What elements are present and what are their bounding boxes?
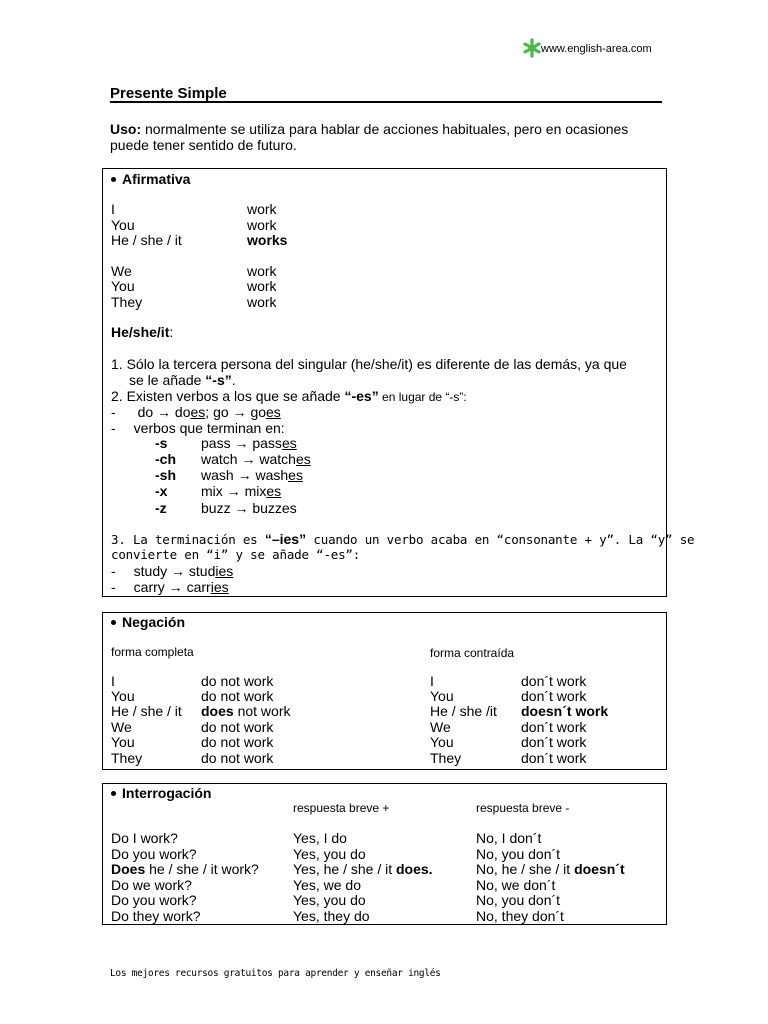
short-answer-no	[476, 846, 560, 862]
uso-text-2: puede tener sentido de futuro.	[110, 137, 297, 153]
afirmativa-heading-text: Afirmativa	[122, 171, 191, 187]
ending-result: buzzes	[252, 500, 297, 516]
question-text: Do they work?	[111, 908, 201, 924]
arrow-icon: →	[233, 467, 256, 483]
verbs-line: - verbos que terminan en:	[111, 420, 285, 436]
yes-text: Yes, he / she / it	[293, 861, 396, 877]
ies-base: carry	[133, 579, 165, 595]
short-answer-yes	[293, 846, 366, 862]
ending-base: pass	[201, 435, 231, 451]
conjugation-subject: I	[111, 201, 115, 217]
question	[111, 846, 197, 862]
ending-example	[201, 451, 311, 467]
neg-full-form	[201, 719, 273, 735]
question-text: Do you work?	[111, 846, 197, 862]
arrow-icon: →	[167, 563, 189, 579]
neg-short-bold: doesn´t work	[521, 703, 609, 719]
neg-short-form	[521, 750, 586, 766]
yes-text: Yes, they do	[293, 908, 370, 924]
neg-full-bold: does	[201, 703, 234, 719]
question-bold: Does	[111, 861, 146, 877]
rule-1: 1. Sólo la tercera persona del singular (he/she/it) es diferente de las demás, ya que	[111, 356, 627, 372]
title-divider	[110, 101, 662, 103]
short-answer-yes	[293, 877, 361, 893]
neg-short-text: don´t work	[521, 688, 587, 704]
short-answer-no	[476, 892, 560, 908]
ending-result: wash	[255, 467, 289, 483]
neg-short-form	[521, 673, 586, 689]
arrow-icon: →	[222, 483, 245, 499]
neg-short-text: don´t work	[521, 673, 587, 689]
rule-2: 2. Existen verbos a los que se añade “-es” en lugar de “-s”:	[111, 388, 467, 404]
ies-base: study	[133, 563, 168, 579]
neg-subject: I	[111, 673, 115, 689]
no-text: No, he / she / it	[476, 861, 575, 877]
negacion-box	[102, 612, 667, 770]
rule-3b: convierte en “i” y se añade “-es”:	[111, 547, 361, 562]
conjugation-verb: work	[247, 294, 277, 310]
negacion-heading-text: Negación	[122, 614, 186, 630]
neg-subject-2: You	[430, 734, 454, 750]
neg-subject-2: We	[430, 719, 451, 735]
interrogacion-box	[102, 783, 667, 925]
conjugation-verb: work	[247, 201, 277, 217]
yes-text: Yes, you do	[293, 892, 366, 908]
arrow-icon: →	[230, 500, 253, 516]
yes-bold: does.	[396, 861, 433, 877]
footer-text: Los mejores recursos gratuitos para aprender y enseñar inglés	[110, 968, 441, 979]
neg-full-text: do not work	[201, 750, 274, 766]
ies-example	[111, 579, 229, 595]
afirmativa-box	[102, 168, 695, 597]
conjugation-verb: works	[247, 232, 288, 248]
respuesta-positiva-label: respuesta breve +	[293, 801, 390, 815]
no-text: No, you don´t	[476, 846, 561, 862]
question	[111, 861, 259, 877]
uso-text: normalmente se utiliza para hablar de acciones habituales, pero en ocasiones	[141, 121, 629, 137]
question-text: he / she / it work?	[145, 861, 259, 877]
arrow-icon: →	[164, 579, 187, 595]
conjugation-subject: They	[111, 294, 143, 310]
short-answer-no	[476, 877, 555, 893]
neg-subject: He / she / it	[111, 703, 182, 719]
ending-example	[201, 435, 297, 451]
ending-example	[201, 483, 281, 499]
rule-1b: se le añade “-s”.	[129, 372, 236, 388]
neg-full-form	[201, 734, 273, 750]
conjugation-verb: work	[247, 217, 277, 233]
ending-base: wash	[201, 467, 234, 483]
interrogacion-heading-text: Interrogación	[122, 785, 212, 801]
uso-label: Uso:	[110, 121, 142, 137]
ending-label: -s	[155, 435, 168, 451]
yes-text: Yes, I do	[293, 830, 347, 846]
ending-label: -ch	[155, 451, 176, 467]
neg-short-text: don´t work	[521, 750, 587, 766]
conjugation-verb: work	[247, 278, 277, 294]
neg-full-text: not work	[233, 703, 291, 719]
question-text: Do I work?	[111, 830, 178, 846]
hesheit-label: He/she/it:	[111, 324, 174, 340]
short-answer-no	[476, 908, 564, 924]
dash: -	[111, 579, 116, 595]
conjugation-subject: We	[111, 263, 132, 279]
neg-subject: You	[111, 734, 135, 750]
bullet-icon	[111, 791, 116, 796]
question	[111, 908, 200, 924]
respuesta-negativa-label: respuesta breve -	[476, 801, 570, 815]
no-text: No, you don´t	[476, 892, 561, 908]
ies-result: carr	[186, 579, 211, 595]
conjugation-subject: You	[111, 217, 135, 233]
ies-example	[111, 563, 233, 579]
arrow-icon: →	[230, 435, 253, 451]
site-url[interactable]: www.english-area.com	[541, 43, 652, 55]
question-text: Do we work?	[111, 877, 192, 893]
conjugation-subject: He / she / it	[111, 232, 182, 248]
short-answer-no	[476, 861, 625, 877]
afirmativa-heading	[111, 171, 190, 187]
question-text: Do you work?	[111, 892, 197, 908]
ending-base: watch	[201, 451, 238, 467]
ies-result: stud	[188, 563, 216, 579]
neg-full-text: do not work	[201, 688, 274, 704]
ending-suffix: es	[266, 483, 282, 499]
ending-label: -x	[155, 483, 168, 499]
neg-full-form	[201, 750, 273, 766]
ies-suffix: ies	[210, 579, 229, 595]
question	[111, 830, 178, 846]
arrow-icon: →	[237, 451, 260, 467]
ending-label: -sh	[155, 467, 176, 483]
neg-subject: You	[111, 688, 135, 704]
ending-result: mix	[244, 483, 267, 499]
short-answer-no	[476, 830, 541, 846]
neg-full-form	[201, 673, 273, 689]
yes-text: Yes, you do	[293, 846, 366, 862]
neg-full-text: do not work	[201, 734, 274, 750]
neg-subject-2: He / she /it	[430, 703, 497, 719]
no-text: No, I don´t	[476, 830, 542, 846]
no-text: No, we don´t	[476, 877, 556, 893]
neg-short-form	[521, 688, 586, 704]
neg-subject-2: They	[430, 750, 462, 766]
no-text: No, they don´t	[476, 908, 564, 924]
neg-short-text: don´t work	[521, 734, 587, 750]
bullet-icon	[111, 177, 116, 182]
ending-suffix: es	[295, 451, 311, 467]
forma-contraida-label: forma contraída	[430, 646, 515, 660]
neg-short-form	[521, 719, 586, 735]
short-answer-yes	[293, 861, 433, 877]
short-answer-yes	[293, 830, 347, 846]
ending-example	[201, 467, 303, 483]
ending-suffix: es	[281, 435, 297, 451]
dash: -	[111, 563, 116, 579]
ending-result: pass	[252, 435, 282, 451]
neg-subject: We	[111, 719, 132, 735]
neg-short-text: don´t work	[521, 719, 587, 735]
short-answer-yes	[293, 908, 370, 924]
neg-subject-2: I	[430, 673, 434, 689]
ending-base: buzz	[201, 500, 231, 516]
neg-full-text: do not work	[201, 719, 274, 735]
ending-label: -z	[155, 500, 167, 516]
neg-short-form	[521, 734, 586, 750]
bullet-icon	[111, 620, 116, 625]
short-answer-yes	[293, 892, 366, 908]
conjugation-verb: work	[247, 263, 277, 279]
asterisk-star-icon	[522, 38, 542, 58]
rule-3: 3. La terminación es “–ies” cuando un verbo acaba en “consonante + y”. La “y” se	[111, 531, 695, 547]
ending-example	[201, 500, 297, 516]
interrogacion-heading	[111, 785, 211, 801]
ies-suffix: ies	[215, 563, 234, 579]
neg-subject-2: You	[430, 688, 454, 704]
uso-paragraph	[110, 121, 670, 153]
yes-text: Yes, we do	[293, 877, 361, 893]
ending-result: watch	[259, 451, 296, 467]
neg-short-form	[521, 703, 608, 719]
ending-suffix: es	[288, 467, 303, 483]
forma-completa-label: forma completa	[111, 645, 194, 659]
neg-full-text: do not work	[201, 673, 274, 689]
neg-full-form	[201, 688, 273, 704]
negacion-heading	[111, 614, 185, 630]
conjugation-subject: You	[111, 278, 135, 294]
ending-base: mix	[201, 483, 223, 499]
question	[111, 877, 192, 893]
no-bold: doesn´t	[574, 861, 625, 877]
do-line: - do → does; go → goes	[111, 404, 281, 420]
page-title: Presente Simple	[110, 85, 227, 102]
neg-subject: They	[111, 750, 143, 766]
question	[111, 892, 197, 908]
neg-full-form	[201, 703, 291, 719]
